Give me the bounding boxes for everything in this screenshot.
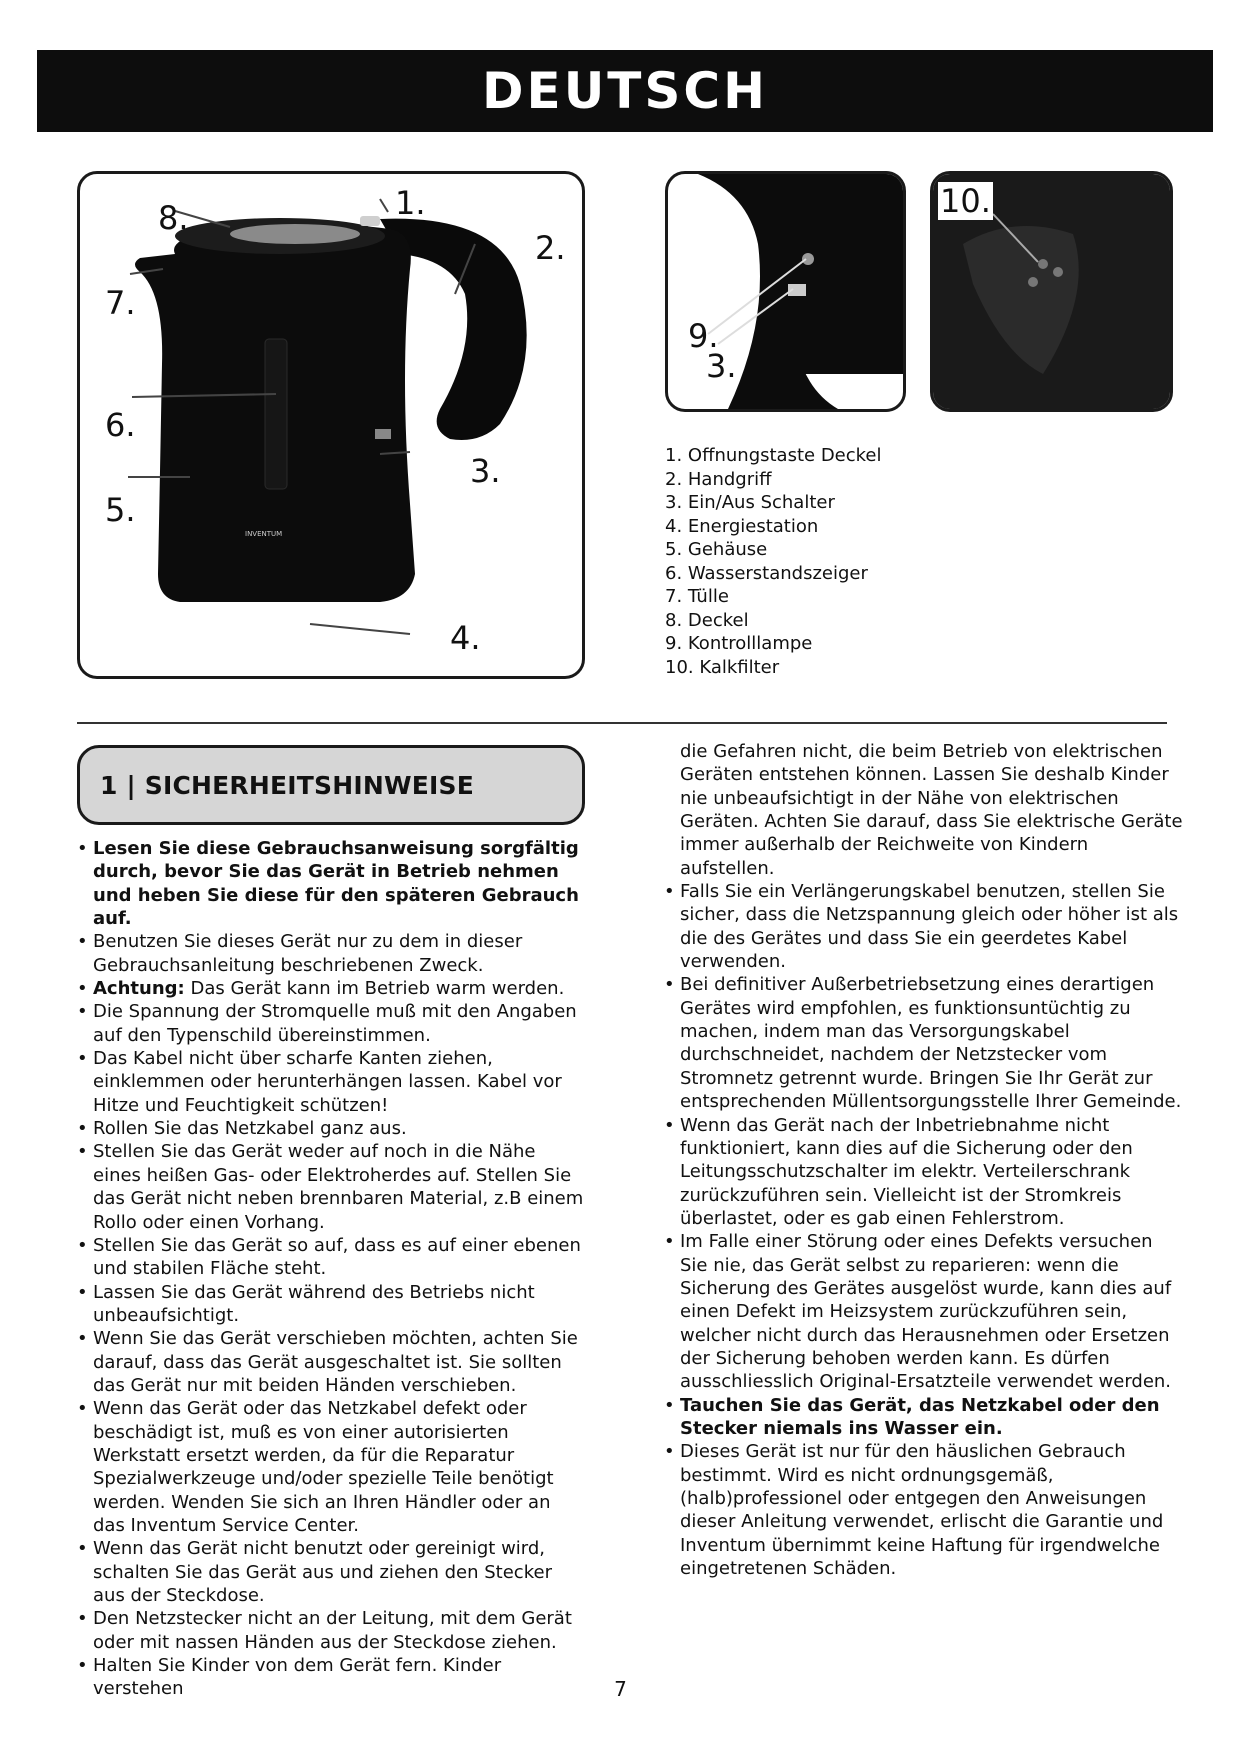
callout-6: 6. <box>105 406 136 444</box>
parts-list-item: 10. Kalkfilter <box>665 656 780 678</box>
detail-figure-switch <box>665 171 906 412</box>
callout-9: 9. <box>688 317 719 355</box>
safety-item: • Benutzen Sie dieses Gerät nur zu dem in dieser Gebrauchsanleitung beschriebenen Zweck. <box>77 931 523 976</box>
safety-item: • Stellen Sie das Gerät weder auf noch in die Nähe eines heißen Gas- oder Elektroherdes auf. Stellen Sie das Gerät nicht neben brennbaren Material, z.B einem Rollo oder einen Vorhang. <box>77 1141 584 1233</box>
parts-list-item: 9. Kontrolllampe <box>665 633 813 654</box>
parts-list-item: 8. Deckel <box>665 609 749 631</box>
safety-item: • Tauchen Sie das Gerät, das Netzkabel oder den Stecker niemals ins Wasser ein. <box>664 1394 1160 1439</box>
page-number: 7 <box>614 1677 627 1701</box>
parts-list <box>665 444 882 679</box>
safety-item: • Wenn das Gerät nach der Inbetriebnahme nicht funktioniert, kann dies auf die Sicherung oder den Leitungsschutzschalter im elektr. Verteilerschrank zurückzuführen sein. Vielleicht ist der Stromkreis überlastet, oder es gab einen Fehlerstrom. <box>664 1114 1133 1229</box>
parts-list-item: 1. Offnungstaste Deckel <box>665 445 882 466</box>
callout-1: 1. <box>395 184 426 222</box>
safety-item: • Dieses Gerät ist nur für den häuslichen Gebrauch bestimmt. Wird es nicht ordnungsgemäß, (halb)professionel oder entgegen den Anweisungen dieser Anleitung verwendet, erlischt die Garantie und Inventum übernimmt keine Haftung für irgendwelche eingetretenen Schäden. <box>664 1441 1164 1580</box>
kettle-illustration <box>80 174 582 676</box>
safety-item: • Im Falle einer Störung oder eines Defekts versuchen Sie nie, das Gerät selbst zu reparieren: wenn die Sicherung des Gerätes ausgelöst wurde, kann dies auf einen Defekt im Heizsystem zurückzuführen sein, welcher nicht durch das Herausnehmen oder Ersetzen der Sicherung behoben werden kann. Es dürfen ausschliesslich Original-Ersatzteile verwendet werden. <box>664 1231 1172 1393</box>
parts-list-item: 6. Wasserstandszeiger <box>665 562 868 584</box>
banner-title: DEUTSCH <box>482 62 768 120</box>
safety-item: • Falls Sie ein Verlängerungskabel benutzen, stellen Sie sicher, dass die Netzspannung gleich oder höher ist als die des Gerätes und dass Sie ein geerdetes Kabel verwenden. <box>664 881 1179 973</box>
safety-item: • Lesen Sie diese Gebrauchsanweisung sorgfältig durch, bevor Sie das Gerät in Betrieb nehmen und heben Sie diese für den späteren Gebrauch auf. <box>77 838 579 930</box>
safety-item: • Wenn das Gerät oder das Netzkabel defekt oder beschädigt ist, muß es von einer autorisierten Werkstatt ersetzt werden, da für die Reparatur Spezialwerkzeuge und/oder spezielle Teile benötigt werden. Wenden Sie sich an Ihren Händler oder an das Inventum Service Center. <box>77 1398 554 1536</box>
parts-list-item: 2. Handgriff <box>665 468 772 490</box>
section-divider <box>77 722 1167 724</box>
safety-item: • Wenn das Gerät nicht benutzt oder gereinigt wird, schalten Sie das Gerät aus und ziehen den Stecker aus der Steckdose. <box>77 1538 552 1606</box>
kettle-main-figure <box>77 171 585 679</box>
callout-10: 10. <box>940 182 991 220</box>
section-heading-box <box>77 745 585 825</box>
svg-text:INVENTUM: INVENTUM <box>245 530 283 538</box>
parts-list-item: 4. Energiestation <box>665 515 819 537</box>
callout-7: 7. <box>105 284 136 322</box>
callout-5: 5. <box>105 491 136 529</box>
safety-item: • Das Kabel nicht über scharfe Kanten ziehen, einklemmen oder herunterhängen lassen. Kabel vor Hitze und Feuchtigkeit schützen! <box>77 1048 562 1116</box>
safety-item: • Den Netzstecker nicht an der Leitung, mit dem Gerät oder mit nassen Händen aus der Steckdose ziehen. <box>77 1608 572 1653</box>
language-banner <box>37 50 1213 132</box>
continued-text: die Gefahren nicht, die beim Betrieb von elektrischen Geräten entstehen können. Lassen Sie deshalb Kinder nie unbeaufsichtigt in der Nähe von elektrischen Geräten. Achten Sie darauf, dass Sie elektrische Geräte immer außerhalb der Reichweite von Kindern aufstellen. <box>680 741 1183 879</box>
safety-item: • Bei definitiver Außerbetriebsetzung eines derartigen Gerätes wird empfohlen, es funktionsuntüchtig zu machen, indem man das Versorgungskabel durchschneidet, nachdem der Netzstecker vom Stromnetz getrennt wurde. Bringen Sie Ihr Gerät zur entsprechenden Müllentsorgungsstelle Ihrer Gemeinde. <box>664 974 1182 1113</box>
parts-list-item: 7. Tülle <box>665 586 729 607</box>
safety-notes-left-column <box>77 837 587 1701</box>
safety-item: • Stellen Sie das Gerät so auf, dass es auf einer ebenen und stabilen Fläche steht. <box>77 1234 581 1280</box>
switch-illustration <box>668 174 903 409</box>
safety-item: • Rollen Sie das Netzkabel ganz aus. <box>77 1118 407 1140</box>
safety-item: • Lassen Sie das Gerät während des Betriebs nicht unbeaufsichtigt. <box>77 1281 535 1326</box>
callout-2: 2. <box>535 229 566 267</box>
safety-item: • Achtung: Das Gerät kann im Betrieb warm werden. <box>77 978 565 1000</box>
callout-8: 8. <box>158 199 189 237</box>
safety-item: • Die Spannung der Stromquelle muß mit den Angaben auf den Typenschild übereinstimmen. <box>77 1001 577 1046</box>
section-title: 1 | SICHERHEITSHINWEISE <box>100 770 474 800</box>
callout-4: 4. <box>450 619 481 657</box>
callout-3-detail: 3. <box>706 347 737 385</box>
parts-list-item: 5. Gehäuse <box>665 539 768 560</box>
detail-figure-filter <box>930 171 1173 412</box>
parts-list-item: 3. Ein/Aus Schalter <box>665 492 835 513</box>
callout-3: 3. <box>470 452 501 490</box>
safety-item: • Halten Sie Kinder von dem Gerät fern. Kinder verstehen <box>77 1655 502 1700</box>
safety-item: • Wenn Sie das Gerät verschieben möchten, achten Sie darauf, dass das Gerät ausgeschaltet ist. Sie sollten das Gerät nur mit beiden Händen verschieben. <box>77 1328 578 1396</box>
safety-notes-right-column <box>664 740 1184 1580</box>
